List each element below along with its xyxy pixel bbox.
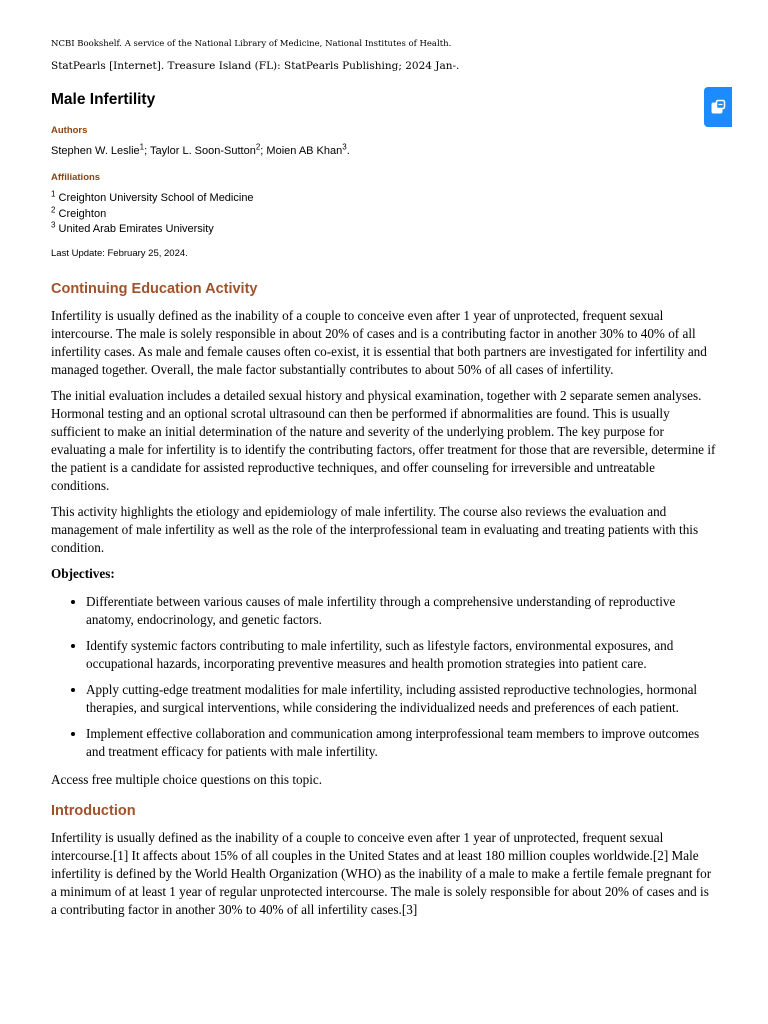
section-heading-continuing-education: Continuing Education Activity [51, 280, 258, 297]
section-heading-introduction: Introduction [51, 802, 136, 819]
affiliation-item [51, 222, 716, 238]
affiliations-label: Affiliations [51, 172, 101, 183]
last-update: Last Update: February 25, 2024. [51, 247, 188, 259]
authors-list [51, 144, 716, 158]
author-affiliation-ref: 3 [342, 142, 347, 152]
paragraph: The initial evaluation includes a detailed sexual history and physical examination, together with 2 separate semen analyses. Hormonal testing and an optional scrotal ultrasound can then be performed if abnormalities are found. This is usually sufficient to make an initial determination of the nature and severity of the underlying problem. The key purpose for evaluating a male for infertility is to identify the contributing factors, offer treatment for those that are reversible, determine if the patient is a candidate for assisted reproductive techniques, and offer counseling for irreversible and untreatable conditions. [51, 387, 716, 493]
access-questions-link[interactable]: Access free multiple choice questions on this topic. [51, 771, 323, 787]
author-name[interactable]: Moien AB Khan [266, 145, 343, 157]
affiliation-name: United Arab Emirates University [58, 223, 214, 235]
article-page [51, 38, 716, 927]
page-title: Male Infertility [51, 91, 156, 108]
affiliation-number: 1 [51, 189, 56, 199]
floating-notes-button[interactable] [704, 87, 732, 127]
objective-item: • Differentiate between various causes of male infertility through a comprehensive understanding of reproductive anatomy, endocrinology, and genetic factors. [86, 593, 716, 629]
affiliation-name: Creighton [58, 207, 107, 220]
author-separator: . [346, 145, 350, 157]
objective-item: • Identify systemic factors contributing to male infertility, such as lifestyle factors, environmental exposures, and occupational hazards, incorporating preventive measures and health promotion strategies into patient care. [86, 637, 716, 673]
affiliation-item [51, 191, 716, 207]
author-name[interactable]: Taylor L. Soon-Sutton [150, 145, 256, 157]
affiliation-item [51, 204, 716, 223]
author-affiliation-ref: 1 [139, 142, 145, 152]
affiliation-number: 3 [51, 220, 56, 230]
affiliation-number: 2 [51, 204, 56, 214]
authors-label: Authors [51, 125, 88, 136]
affiliation-name: Creighton University School of Medicine [58, 192, 254, 204]
author-separator: ; [144, 145, 151, 157]
affiliations-list [51, 191, 716, 238]
author-affiliation-ref: 2 [255, 142, 261, 152]
paragraph: Infertility is usually defined as the inability of a couple to conceive even after 1 year of unprotected, frequent sexual intercourse.[1] It affects about 15% of all couples in the United States and at least 180 million couples worldwide.[2] Male infertility is defined by the World Health Organization (WHO) as the inability of a male to make a fertile female pregnant for a minimum of at least 1 year of regular unprotected intercourse. The male is solely responsible for about 20% of cases and is a contributing factor in another 30% to 40% of all infertility cases.[3] [51, 829, 712, 917]
notes-icon [710, 99, 726, 115]
paragraph: This activity highlights the etiology and epidemiology of male infertility. The course also reviews the evaluation and management of male infertility as well as the role of the interprofessional team in evaluating and treating patients with this condition. [51, 503, 699, 555]
citation-line: StatPearls [Internet]. Treasure Island (FL): StatPearls Publishing; 2024 Jan-. [51, 60, 460, 72]
objective-item: • Implement effective collaboration and communication among interprofessional team members to improve outcomes and treatment efficacy for patients with male infertility. [86, 725, 716, 761]
objectives-label: Objectives: [51, 565, 115, 581]
author-separator: ; [260, 145, 267, 157]
ncbi-service-line: NCBI Bookshelf. A service of the National Library of Medicine, National Institutes of Health. [51, 39, 452, 49]
author-name[interactable]: Stephen W. Leslie [51, 145, 140, 157]
objectives-list [51, 593, 716, 761]
paragraph: Infertility is usually defined as the inability of a couple to conceive even after 1 year of unprotected, frequent sexual intercourse. The male is solely responsible in about 20% of cases and is a contributing factor in another 30% to 40% of all infertility cases. As male and female causes often co-exist, it is essential that both partners are investigated for infertility and managed together. Overall, the male factor substantially contributes to about 50% of all cases of infertility. [51, 307, 707, 377]
objective-item: • Apply cutting-edge treatment modalities for male infertility, including assisted reproductive technologies, hormonal therapies, and surgical interventions, while considering the individualized needs and preferences of each patient. [86, 681, 716, 717]
